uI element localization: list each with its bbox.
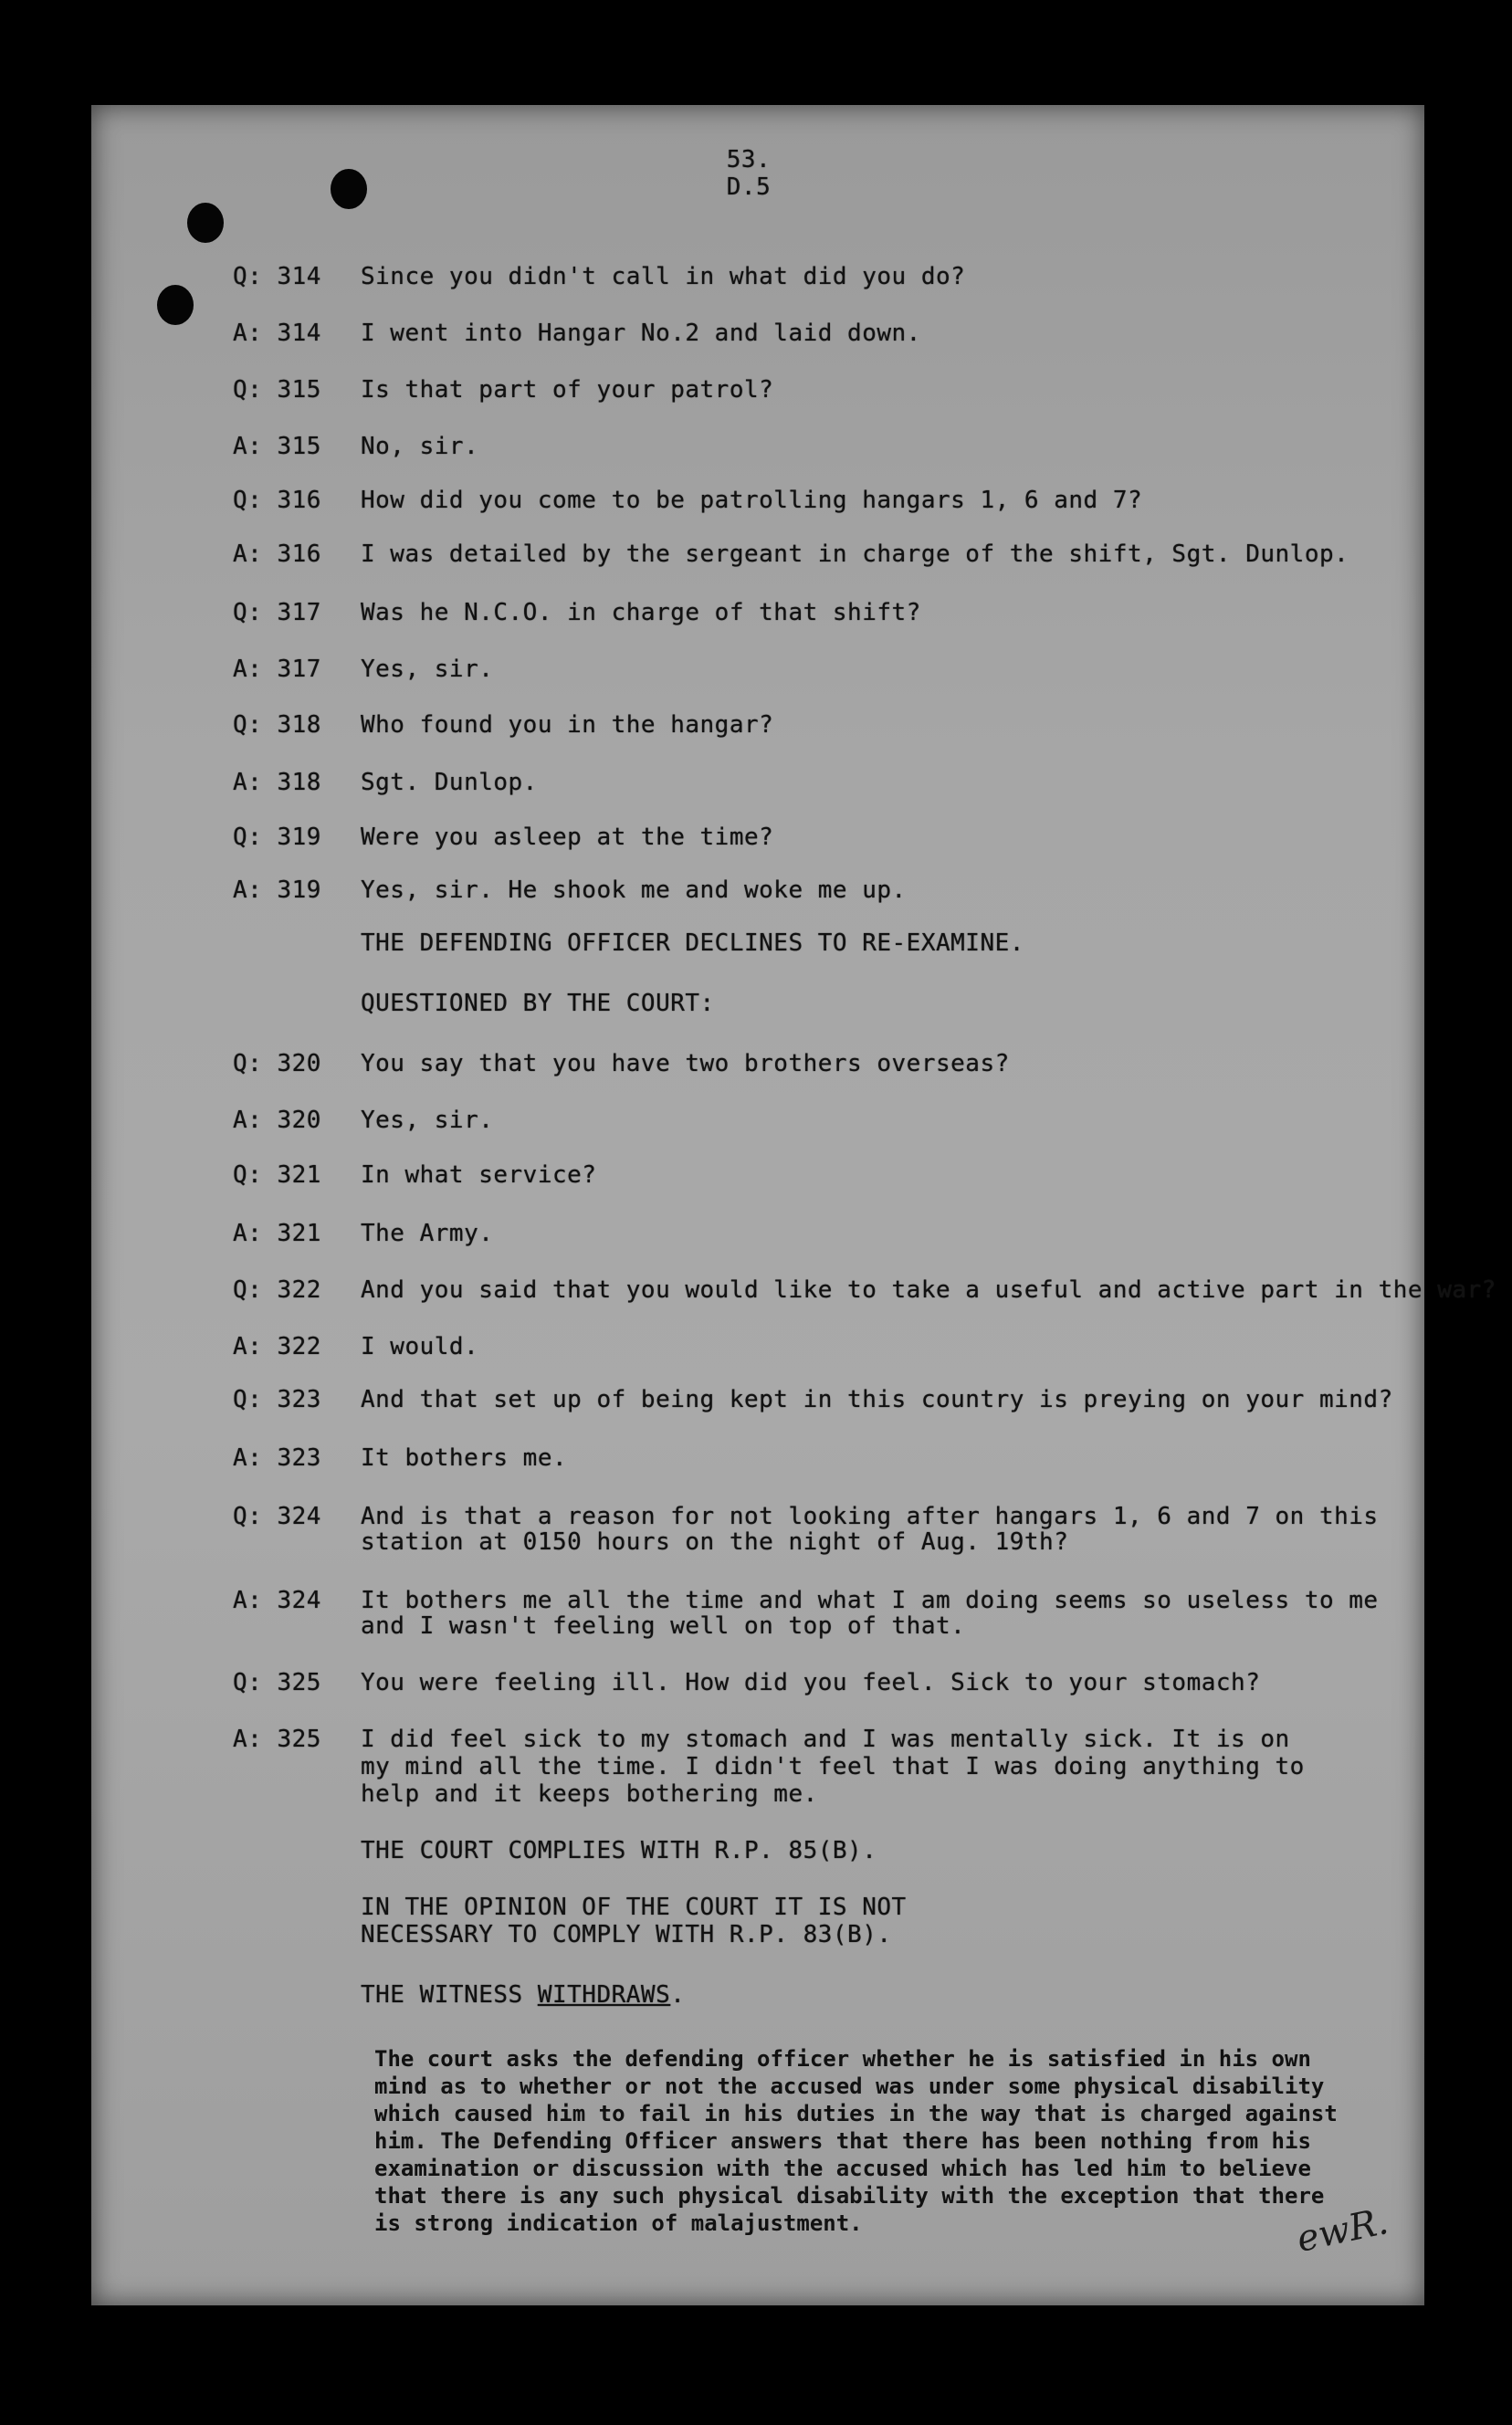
entry-number: Q: 318 <box>233 711 321 739</box>
entry-text: How did you come to be patrolling hangars 1, 6 and 7? <box>361 487 1143 514</box>
entry-text: help and it keeps bothering me. <box>361 1780 818 1808</box>
entry-number: A: 321 <box>233 1220 321 1247</box>
entry-number: A: 324 <box>233 1587 321 1614</box>
entry-text: Is that part of your patrol? <box>361 376 774 404</box>
entry-number: A: 325 <box>233 1726 321 1753</box>
entry-text: Were you asleep at the time? <box>361 824 774 851</box>
punch-hole <box>187 203 224 243</box>
handwritten-initials: ewR. <box>1293 2200 1392 2261</box>
entry-number: Q: 322 <box>233 1276 321 1304</box>
entry-text: Yes, sir. <box>361 656 494 683</box>
entry-number: Q: 320 <box>233 1050 321 1077</box>
entry-number: A: 320 <box>233 1107 321 1134</box>
entry-text: and I wasn't feeling well on top of that. <box>361 1612 966 1640</box>
entry-number: Q: 321 <box>233 1161 321 1189</box>
entry-text: I was detailed by the sergeant in charge of the shift, Sgt. Dunlop. <box>361 541 1349 568</box>
entry-text: You say that you have two brothers overseas? <box>361 1050 1010 1077</box>
punch-hole <box>331 169 367 209</box>
page-number: 53. <box>726 146 772 173</box>
witness-withdraws <box>361 1981 685 2009</box>
entry-number: Q: 324 <box>233 1503 321 1530</box>
entry-number: A: 316 <box>233 541 321 568</box>
withdraws-prefix: THE WITNESS <box>361 1981 538 2009</box>
entry-text: I would. <box>361 1333 479 1360</box>
section-heading: THE DEFENDING OFFICER DECLINES TO RE-EXAMINE. <box>361 929 1024 957</box>
entry-number: Q: 315 <box>233 376 321 404</box>
entry-text: Who found you in the hangar? <box>361 711 774 739</box>
court-opinion: NECESSARY TO COMPLY WITH R.P. 83(B). <box>361 1921 892 1948</box>
withdraws-suffix: . <box>670 1981 686 2009</box>
entry-number: Q: 314 <box>233 263 321 290</box>
punch-hole <box>157 285 194 325</box>
entry-text: And that set up of being kept in this country is preying on your mind? <box>361 1386 1393 1413</box>
entry-text: Sgt. Dunlop. <box>361 769 538 796</box>
entry-number: Q: 316 <box>233 487 321 514</box>
entry-number: A: 319 <box>233 877 321 904</box>
entry-text: I went into Hangar No.2 and laid down. <box>361 320 921 347</box>
court-complies: THE COURT COMPLIES WITH R.P. 85(B). <box>361 1837 877 1864</box>
entry-text: Was he N.C.O. in charge of that shift? <box>361 599 921 626</box>
entry-text: You were feeling ill. How did you feel. Sick to your stomach? <box>361 1669 1261 1696</box>
entry-text: The Army. <box>361 1220 494 1247</box>
entry-number: Q: 325 <box>233 1669 321 1696</box>
entry-number: Q: 323 <box>233 1386 321 1413</box>
entry-number: Q: 317 <box>233 599 321 626</box>
entry-number: Q: 319 <box>233 824 321 851</box>
exhibit-label: D.5 <box>726 173 772 201</box>
entry-text: In what service? <box>361 1161 597 1189</box>
entry-text: It bothers me all the time and what I am doing seems so useless to me <box>361 1587 1379 1614</box>
entry-number: A: 315 <box>233 433 321 460</box>
entry-number: A: 323 <box>233 1444 321 1472</box>
withdraws-word: WITHDRAWS <box>537 1981 671 2009</box>
entry-text: Yes, sir. He shook me and woke me up. <box>361 877 907 904</box>
entry-number: A: 317 <box>233 656 321 683</box>
entry-text: my mind all the time. I didn't feel that I was doing anything to <box>361 1753 1305 1780</box>
entry-text: No, sir. <box>361 433 479 460</box>
entry-text: Since you didn't call in what did you do? <box>361 263 966 290</box>
entry-number: A: 318 <box>233 769 321 796</box>
entry-number: A: 314 <box>233 320 321 347</box>
entry-text: station at 0150 hours on the night of Aug. 19th? <box>361 1528 1069 1556</box>
section-heading: QUESTIONED BY THE COURT: <box>361 990 715 1017</box>
court-question-paragraph: The court asks the defending officer whether he is satisfied in his own mind as to whether or not the accused was under some physical disability which caused him to fail in his duties in the way that is charged against him. The Defending Officer answers that there has been nothing from his examination or discussion with the accused which has led him to believe that there is any such physical disability with the exception that there is strong indication of malajustment. <box>374 2046 1338 2236</box>
entry-text: It bothers me. <box>361 1444 568 1472</box>
entry-text: And you said that you would like to take a useful and active part in the war? <box>361 1276 1496 1304</box>
court-opinion: IN THE OPINION OF THE COURT IT IS NOT <box>361 1894 907 1921</box>
entry-text: Yes, sir. <box>361 1107 494 1134</box>
entry-text: And is that a reason for not looking after hangars 1, 6 and 7 on this <box>361 1503 1379 1530</box>
entry-number: A: 322 <box>233 1333 321 1360</box>
entry-text: I did feel sick to my stomach and I was mentally sick. It is on <box>361 1726 1290 1753</box>
